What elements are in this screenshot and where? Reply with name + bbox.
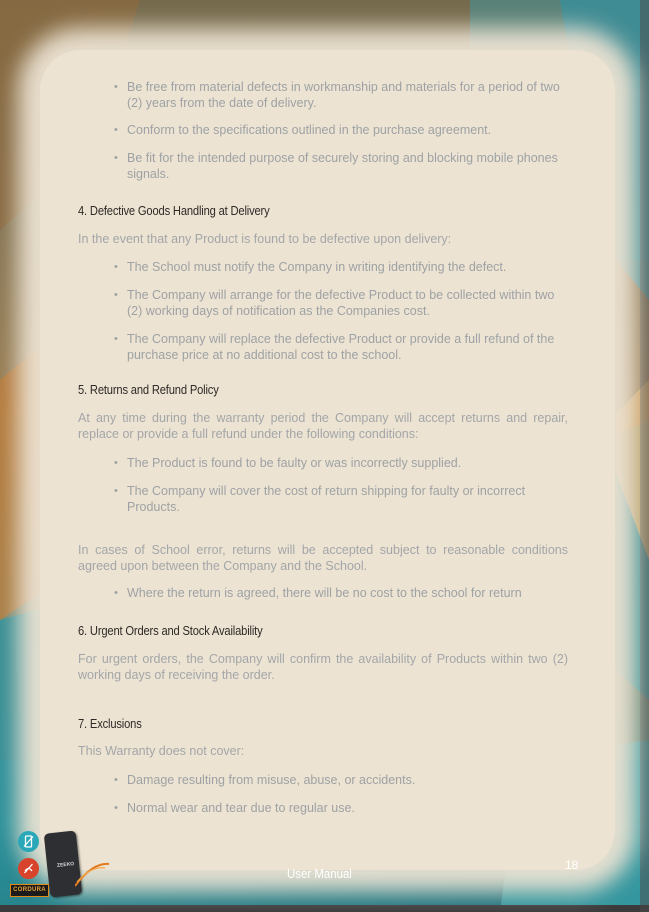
no-signal-icon bbox=[18, 858, 39, 879]
list-item: • Normal wear and tear due to regular use. bbox=[114, 801, 355, 815]
list-item: • Be fit for the intended purpose of securely storing and blocking mobile phones signals. bbox=[114, 151, 558, 181]
list-item: • The Product is found to be faulty or was incorrectly supplied. bbox=[114, 456, 462, 470]
bullet-dot: • bbox=[114, 124, 118, 136]
cordura-logo: CORDURA bbox=[10, 884, 49, 897]
bullet-dot: • bbox=[114, 587, 118, 599]
bullet-dot: • bbox=[114, 802, 118, 814]
list-item: • The Company will replace the defective Product or provide a full refund of the purchase price at no additional cost to the school. bbox=[114, 332, 555, 362]
bullet-dot: • bbox=[114, 81, 118, 93]
list-item: • Be free from material defects in workmanship and materials for a period of two (2) years from the date of delivery. bbox=[114, 80, 560, 110]
section-heading: 6. Urgent Orders and Stock Availability bbox=[78, 623, 263, 638]
list-item: • Conform to the specifications outlined in the purchase agreement. bbox=[114, 123, 492, 137]
list-item: • Damage resulting from misuse, abuse, or accidents. bbox=[114, 773, 416, 787]
bullet-dot: • bbox=[114, 485, 118, 497]
list-item: • The School must notify the Company in writing identifying the defect. bbox=[114, 260, 507, 274]
bullet-dot: • bbox=[114, 774, 118, 786]
list-item: • The Company will cover the cost of return shipping for faulty or incorrect Products. bbox=[114, 484, 526, 514]
page-number: 18 bbox=[565, 858, 579, 872]
phone-brand-label: ZEEKO bbox=[56, 861, 75, 869]
bullet-dot: • bbox=[114, 152, 118, 164]
bullet-dot: • bbox=[114, 457, 118, 469]
footer-label: User Manual bbox=[287, 866, 352, 881]
bullet-dot: • bbox=[114, 261, 118, 273]
section-heading: 5. Returns and Refund Policy bbox=[78, 382, 219, 397]
section-intro: In the event that any Product is found to be defective upon delivery: bbox=[78, 232, 452, 246]
section-text: For urgent orders, the Company will confirm the availability of Products within two (2) working days of receiving the order. bbox=[78, 652, 568, 682]
swoosh-decoration bbox=[75, 858, 110, 888]
section-heading: 7. Exclusions bbox=[78, 716, 142, 731]
bullet-dot: • bbox=[114, 289, 118, 301]
bullet-dot: • bbox=[114, 333, 118, 345]
section-heading: 4. Defective Goods Handling at Delivery bbox=[78, 203, 270, 218]
section-intro: This Warranty does not cover: bbox=[78, 744, 245, 758]
school-error-paragraph: In cases of School error, returns will be accepted subject to reasonable conditions agreed upon between the Company and the School. bbox=[78, 543, 568, 573]
no-phone-icon bbox=[18, 831, 39, 852]
list-item: • Where the return is agreed, there will be no cost to the school for return bbox=[114, 586, 522, 600]
section-intro: At any time during the warranty period the Company will accept returns and repair, replace or provide a full refund under the following conditions: bbox=[78, 411, 568, 441]
list-item: • The Company will arrange for the defective Product to be collected within two (2) working days of notification as the Companies cost. bbox=[114, 288, 555, 318]
